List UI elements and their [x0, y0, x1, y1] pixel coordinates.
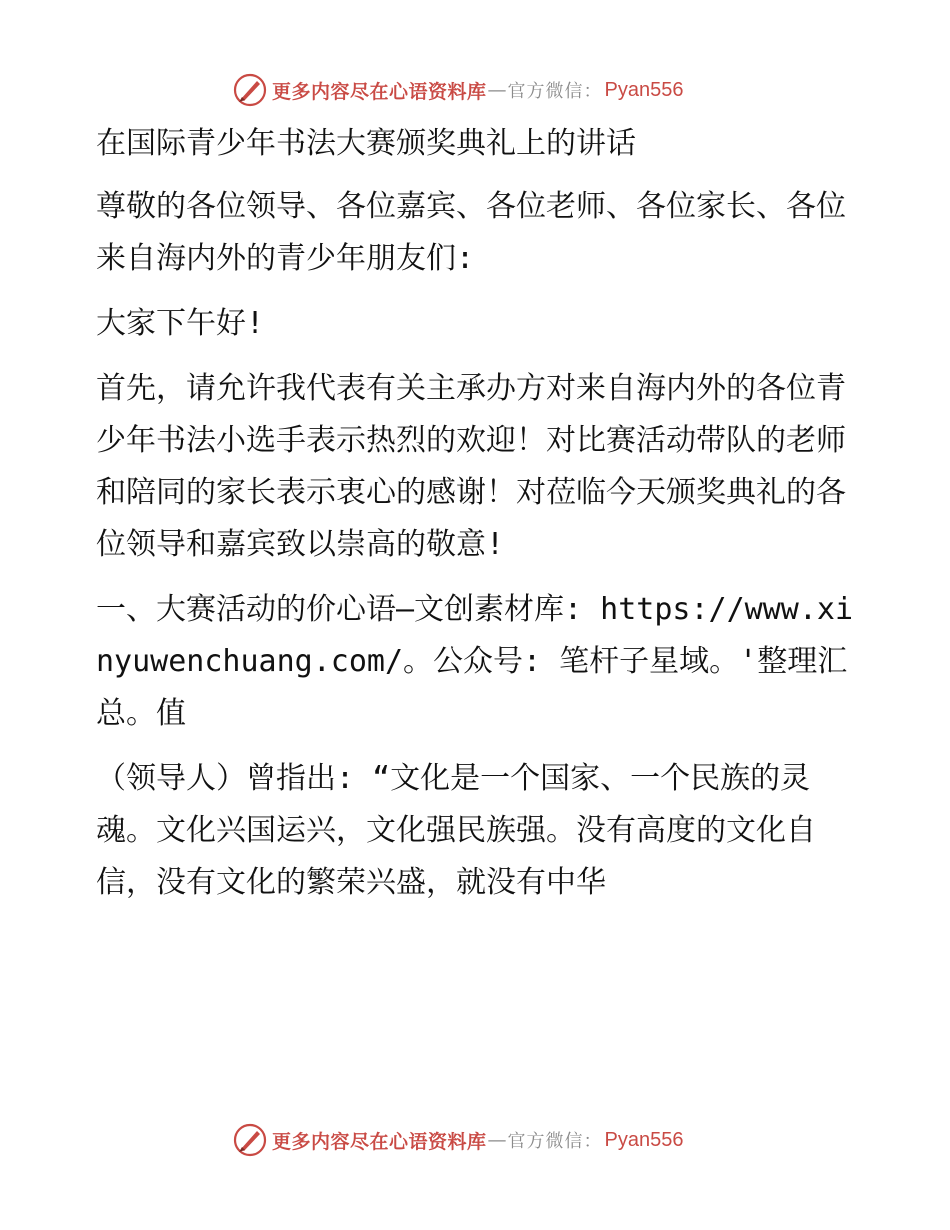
quill-pen-icon	[232, 1122, 268, 1158]
quill-pen-icon	[232, 72, 268, 108]
banner-wechat-id: Pyan556	[604, 1128, 684, 1151]
quote-paragraph: （领导人）曾指出: “文化是一个国家、一个民族的灵魂。文化兴国运兴，文化强民族强。没有高度的文化自信，没有文化的繁荣兴盛，就没有中华	[96, 761, 816, 900]
document-body	[96, 118, 856, 922]
section-one-paragraph: 一、大赛活动的价心语—文创素材库: https://www.xinyuwenchuang.com/。公众号: 笔杆子星域。'整理汇总。值	[96, 592, 854, 731]
header-banner	[232, 70, 683, 110]
welcome-paragraph: 首先，请允许我代表有关主承办方对来自海内外的各位青少年书法小选手表示热烈的欢迎！对比赛活动带队的老师和陪同的家长表示衷心的感谢！对莅临今天颁奖典礼的各位领导和嘉宾致以崇高的敬意!	[96, 371, 846, 562]
banner-separator: —	[487, 79, 507, 101]
salutation-paragraph: 尊敬的各位领导、各位嘉宾、各位老师、各位家长、各位来自海内外的青少年朋友们:	[96, 189, 846, 276]
banner-wechat-label: 官方微信：	[507, 81, 603, 102]
banner-wechat-id: Pyan556	[604, 78, 684, 101]
footer-banner	[232, 1120, 683, 1160]
banner-brand-text: 更多内容尽在心语资料库	[272, 1130, 487, 1153]
greeting-paragraph: 大家下午好!	[96, 306, 265, 341]
banner-wechat-label: 官方微信：	[507, 1131, 603, 1152]
banner-brand-text: 更多内容尽在心语资料库	[272, 80, 487, 103]
document-title: 在国际青少年书法大赛颁奖典礼上的讲话	[96, 126, 636, 161]
banner-separator: —	[487, 1129, 507, 1151]
